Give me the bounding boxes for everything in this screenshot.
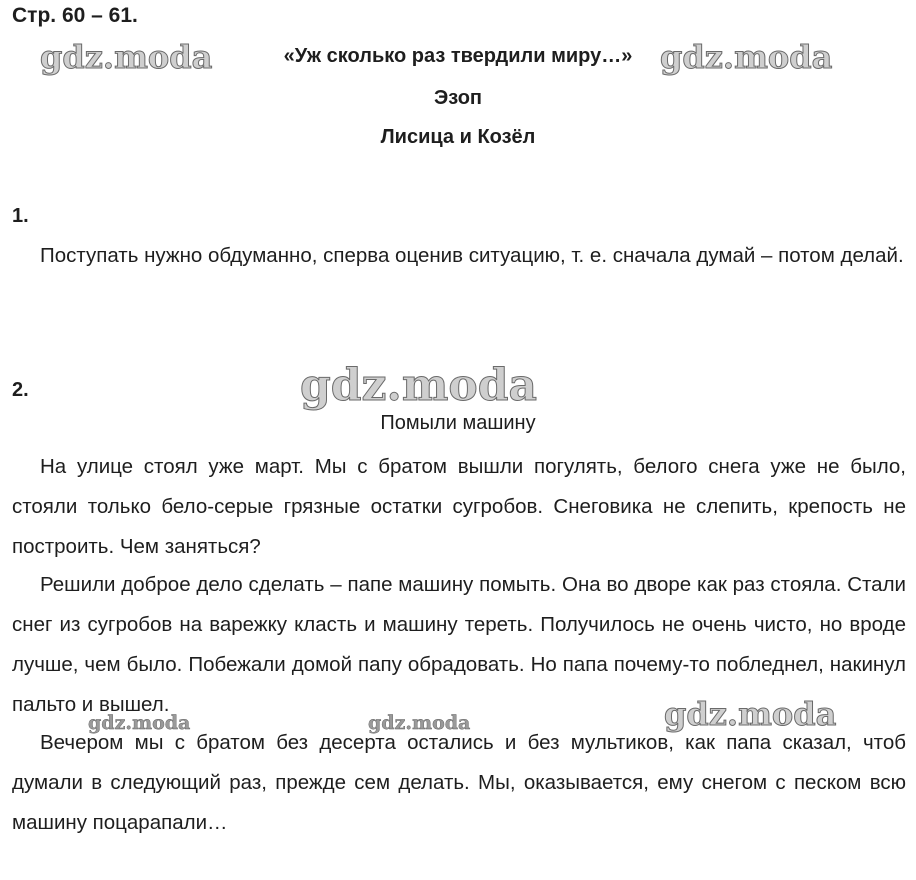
watermark: gdz.moda — [300, 360, 538, 411]
story-title: Помыли машину — [380, 412, 536, 434]
page-reference: Стр. 60 – 61. — [12, 4, 138, 27]
task-number-1: 1. — [12, 205, 29, 227]
story-paragraph-3: Вечером мы с братом без десерта остались и без мультиков, как папа сказал, чтоб думали в следующий раз, прежде сем делать. Мы, оказывается, ему снегом с песком всю машину поцарапали… — [12, 731, 906, 834]
watermark: gdz.moda — [88, 712, 191, 734]
author-name: Эзоп — [434, 87, 482, 109]
section-title: «Уж сколько раз твердили миру…» — [283, 45, 633, 67]
fable-title: Лисица и Козёл — [380, 126, 536, 148]
watermark: gdz.moda — [664, 695, 837, 733]
story-paragraph-2: Решили доброе дело сделать – папе машину помыть. Она во дворе как раз стояла. Стали снег из сугробов на варежку класть и машину тереть. Получилось не очень чисто, но вроде лучше, чем было. Побежали домой папу обрадовать. Но папа почему-то побледнел, накинул пальто и вышел. — [12, 573, 906, 716]
story-paragraph-1: На улице стоял уже март. Мы с братом вышли погулять, белого снега уже не было, стояли только бело-серые грязные остатки сугробов. Снеговика не слепить, крепость не построить. Чем заняться? — [12, 455, 906, 558]
task-1-answer: Поступать нужно обдуманно, сперва оценив ситуацию, т. е. сначала думай – потом делай. — [40, 244, 904, 267]
watermark: gdz.moda — [368, 712, 471, 734]
watermark: gdz.moda — [660, 38, 833, 76]
watermark: gdz.moda — [40, 38, 213, 76]
task-number-2: 2. — [12, 379, 29, 401]
